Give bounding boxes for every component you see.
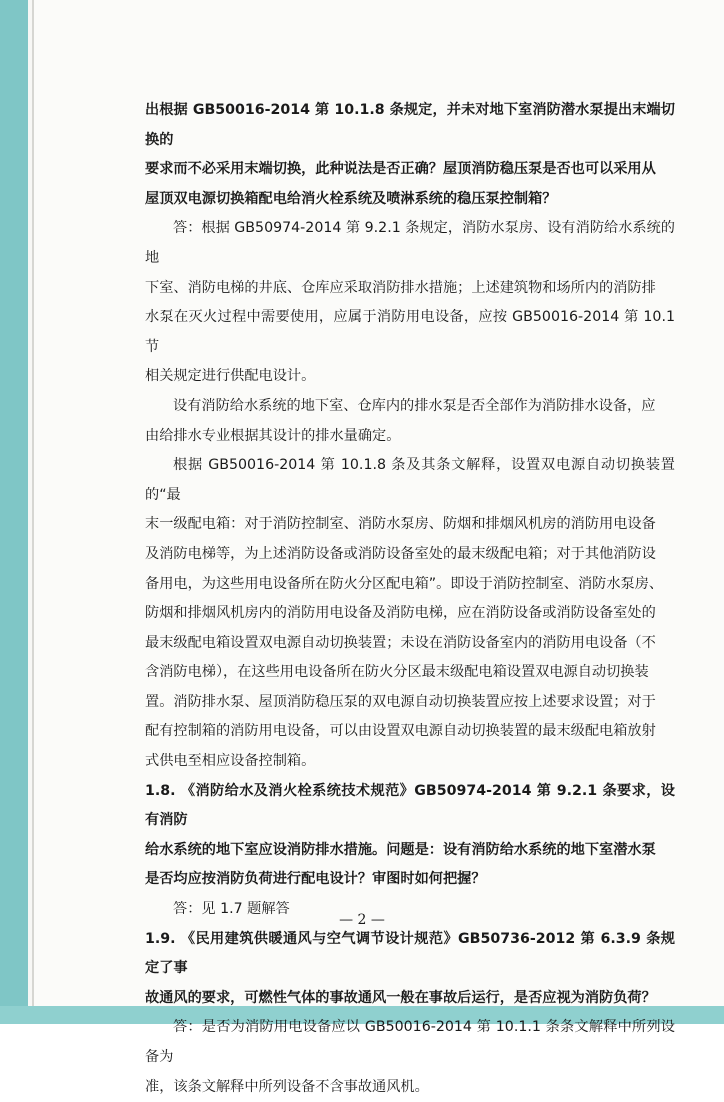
text-line: 答：见 1.7 题解答 — [173, 901, 290, 918]
text-line: 由给排水专业根据其设计的排水量确定。 — [145, 427, 401, 444]
text-line: 答：是否为消防用电设备应以 GB50016-2014 第 10.1.1 条条文解释中所列设备为 — [145, 1019, 675, 1065]
text-line: 配有控制箱的消防用电设备，可以由设置双电源自动切换装置的最末级配电箱放射 — [145, 723, 656, 740]
text-line: 水泵在灭火过程中需要使用，应属于消防用电设备，应按 GB50016-2014 第 10.1 节 — [145, 309, 675, 355]
text-line: 给水系统的地下室应设消防排水措施。问题是：设有消防给水系统的地下室潜水泵 — [145, 841, 656, 858]
text-line: 含消防电梯），在这些用电设备所在防火分区最末级配电箱设置双电源自动切换装 — [145, 664, 649, 681]
text-line: 屋顶双电源切换箱配电给消火栓系统及喷淋系统的稳压泵控制箱？ — [145, 190, 557, 207]
text-line: 置。消防排水泵、屋顶消防稳压泵的双电源自动切换装置应按上述要求设置；对于 — [145, 693, 656, 710]
text-line: 式供电至相应设备控制箱。 — [145, 753, 316, 770]
text-line: 备用电，为这些用电设备所在防火分区配电箱”。即设于消防控制室、消防水泵房、 — [145, 575, 664, 592]
text-line: 是否均应按消防负荷进行配电设计？审图时如何把握？ — [145, 871, 486, 888]
text-line: 相关规定进行供配电设计。 — [145, 368, 316, 385]
text-line: 1.8. 《消防给水及消火栓系统技术规范》GB50974-2014 第 9.2.1 条要求，设有消防 — [145, 782, 675, 829]
text-line: 答：根据 GB50974-2014 第 9.2.1 条规定，消防水泵房、设有消防给水系统的地 — [145, 220, 675, 266]
text-line: 末一级配电箱：对于消防控制室、消防水泵房、防烟和排烟风机房的消防用电设备 — [145, 516, 656, 533]
text-line: 1.9. 《民用建筑供暖通风与空气调节设计规范》GB50736-2012 第 6.3.9 条规定了事 — [145, 930, 675, 977]
page-number: — 2 — — [339, 912, 385, 928]
text-line: 准，该条文解释中所列设备不含事故通风机。 — [145, 1078, 429, 1095]
text-line: 防烟和排烟风机房内的消防用电设备及消防电梯，应在消防设备或消防设备室处的 — [145, 605, 656, 622]
text-line: 最末级配电箱设置双电源自动切换装置；未设在消防设备室内的消防用电设备（不 — [145, 634, 656, 651]
text-line: 根据 GB50016-2014 第 10.1.8 条及其条文解释，设置双电源自动切换装置的“最 — [145, 457, 675, 503]
scan-border-left — [0, 0, 28, 1024]
text-line: 下室、消防电梯的井底、仓库应采取消防排水措施；上述建筑物和场所内的消防排 — [145, 279, 656, 296]
text-line: 设有消防给水系统的地下室、仓库内的排水泵是否全部作为消防排水设备，应 — [173, 397, 656, 414]
text-line: 及消防电梯等，为上述消防设备或消防设备室处的最末级配电箱；对于其他消防设 — [145, 545, 656, 562]
document-body — [145, 96, 675, 1102]
text-line: 要求而不必采用末端切换，此种说法是否正确？屋顶消防稳压泵是否也可以采用从 — [145, 161, 656, 178]
text-line: 出根据 GB50016-2014 第 10.1.8 条规定，并未对地下室消防潜水泵提出末端切换的 — [145, 102, 675, 148]
text-line: 故通风的要求，可燃性气体的事故通风一般在事故后运行，是否应视为消防负荷？ — [145, 989, 656, 1006]
